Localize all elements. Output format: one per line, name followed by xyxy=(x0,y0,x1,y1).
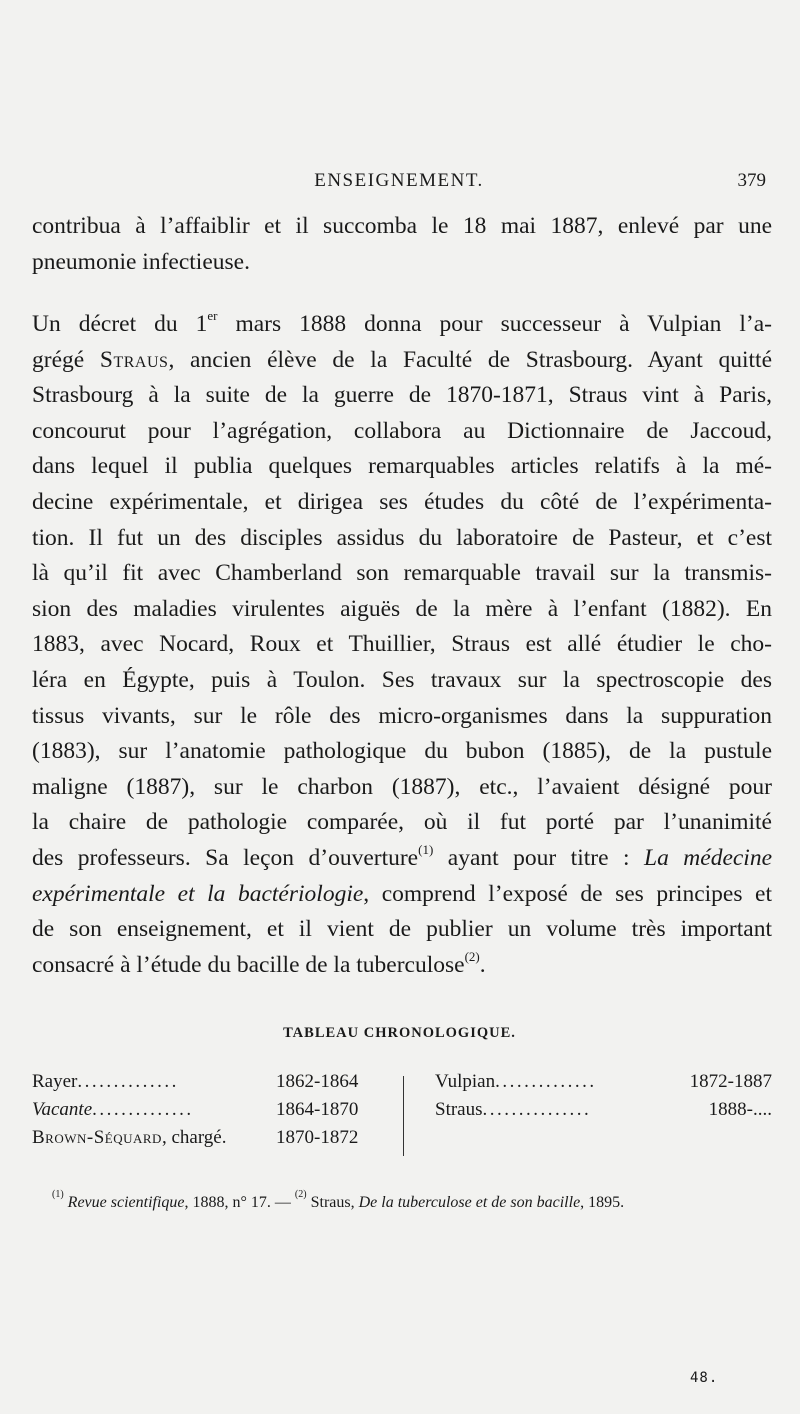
text-line: 1883, avec Nocard, Roux et Thuillier, Straus est allé étudier le cho- xyxy=(32,631,772,658)
footnote-marker: (2) xyxy=(294,1188,307,1200)
footnote-text: , 1895. xyxy=(580,1194,625,1211)
entry-name: Vulpian xyxy=(435,1071,496,1092)
text-segment: consacré à l’étude du bacille de la tuberculose xyxy=(32,951,465,978)
text-line: contribua à l’affaiblir et il succomba le 18 mai 1887, enlevé par une xyxy=(32,213,772,239)
leader-dots: .............. xyxy=(92,1099,194,1120)
entry-name: Straus xyxy=(435,1099,483,1120)
text-segment: Un décret du 1 xyxy=(32,311,208,337)
text-line: la chaire de pathologie comparée, où il fut porté par l’unanimité xyxy=(32,809,772,836)
italic-title: La médecine xyxy=(644,844,773,871)
footnote-title: Revue scientifique xyxy=(67,1194,185,1211)
footnote-title: De la tuberculose et de son bacille xyxy=(358,1194,581,1211)
footnote-marker: (1) xyxy=(418,842,434,858)
text-segment: grégé xyxy=(32,346,100,373)
table-row xyxy=(32,1096,382,1124)
text-segment: des professeurs. Sa leçon d’ouverture xyxy=(32,844,419,871)
footnote-marker: (1) xyxy=(52,1188,64,1200)
entry-dates: 1888-.... xyxy=(708,1099,772,1120)
entry-dates: 1864-1870 xyxy=(276,1099,359,1120)
table-row xyxy=(435,1096,772,1124)
leader-dots: .............. xyxy=(495,1071,597,1092)
text-segment: , ancien élève de la Faculté de Strasbourg. Ayant quitté xyxy=(168,346,773,373)
footnote-text: Straus, xyxy=(306,1194,359,1211)
entry-name: Rayer xyxy=(32,1071,78,1092)
text-segment: , comprend l’exposé de ses principes et xyxy=(363,880,772,907)
name-small-caps: Brown-Séquard xyxy=(32,1127,162,1148)
text-segment: mars 1888 donna pour successeur à Vulpian l’a- xyxy=(217,311,772,337)
entry-dates: 1872-1887 xyxy=(689,1071,772,1092)
text-line xyxy=(32,343,772,379)
text-line: (1883), sur l’anatomie pathologique du bubon (1885), de la pustule xyxy=(32,738,772,765)
paragraph-continuation xyxy=(32,209,772,280)
text-line: là qu’il fit avec Chamberland son remarquable travail sur la transmis- xyxy=(32,560,772,587)
text-segment: . xyxy=(479,951,486,978)
text-line: pneumonie infectieuse. xyxy=(32,248,250,275)
column-divider xyxy=(403,1076,404,1156)
text-line: maligne (1887), sur le charbon (1887), etc., l’avaient désigné pour xyxy=(32,773,772,800)
table-column-right xyxy=(435,1068,772,1124)
footnote-text: , 1888, n° 17. — xyxy=(184,1194,295,1211)
page-header xyxy=(32,168,766,198)
table-row xyxy=(435,1068,772,1096)
printer-signature-mark: 48. xyxy=(690,1370,719,1386)
paragraph-straus xyxy=(32,307,772,983)
page-number: 379 xyxy=(737,170,766,191)
table-title: TABLEAU CHRONOLOGIQUE. xyxy=(283,1025,516,1041)
text-line: sion des maladies virulentes aiguës de la mère à l’enfant (1882). En xyxy=(32,595,772,622)
text-line: concourut pour l’agrégation, collabora au Dictionnaire de Jaccoud, xyxy=(32,417,772,444)
leader-dots: ............... xyxy=(482,1099,592,1120)
text-line xyxy=(32,307,772,343)
text-line: dans lequel il publia quelques remarquables articles relatifs à la mé- xyxy=(32,453,772,480)
entry-dates: 1862-1864 xyxy=(276,1071,359,1092)
footnotes xyxy=(52,1188,772,1212)
entry-name xyxy=(32,1124,227,1152)
leader-dots xyxy=(227,1124,273,1152)
running-head: ENSEIGNEMENT. xyxy=(314,170,484,191)
text-line: decine expérimentale, et dirigea ses études du côté de l’expérimenta- xyxy=(32,488,772,515)
text-line xyxy=(32,877,772,913)
footnote-marker: (2) xyxy=(464,948,480,964)
text-line xyxy=(32,948,772,984)
text-line: Strasbourg à la suite de la guerre de 1870-1871, Straus vint à Paris, xyxy=(32,382,772,409)
entry-name: Vacante xyxy=(32,1099,93,1120)
superscript: er xyxy=(207,308,218,324)
table-row xyxy=(32,1124,382,1152)
text-line xyxy=(32,841,772,877)
entry-dates: 1870-1872 xyxy=(276,1127,359,1148)
name-small-caps: Straus xyxy=(99,346,169,373)
text-line: léra en Égypte, puis à Toulon. Ses travaux sur la spectroscopie des xyxy=(32,666,772,693)
text-line: tion. Il fut un des disciples assidus du laboratoire de Pasteur, et c’est xyxy=(32,524,772,551)
text-segment: ayant pour titre : xyxy=(433,844,644,871)
text-segment: , chargé. xyxy=(161,1127,227,1148)
text-line: de son enseignement, et il vient de publier un volume très important xyxy=(32,916,772,943)
text-line: tissus vivants, sur le rôle des micro-organismes dans la suppuration xyxy=(32,702,772,729)
table-column-left xyxy=(32,1068,382,1152)
leader-dots: .............. xyxy=(77,1071,179,1092)
table-row xyxy=(32,1068,382,1096)
italic-title: expérimentale et la bactériologie xyxy=(32,880,364,907)
